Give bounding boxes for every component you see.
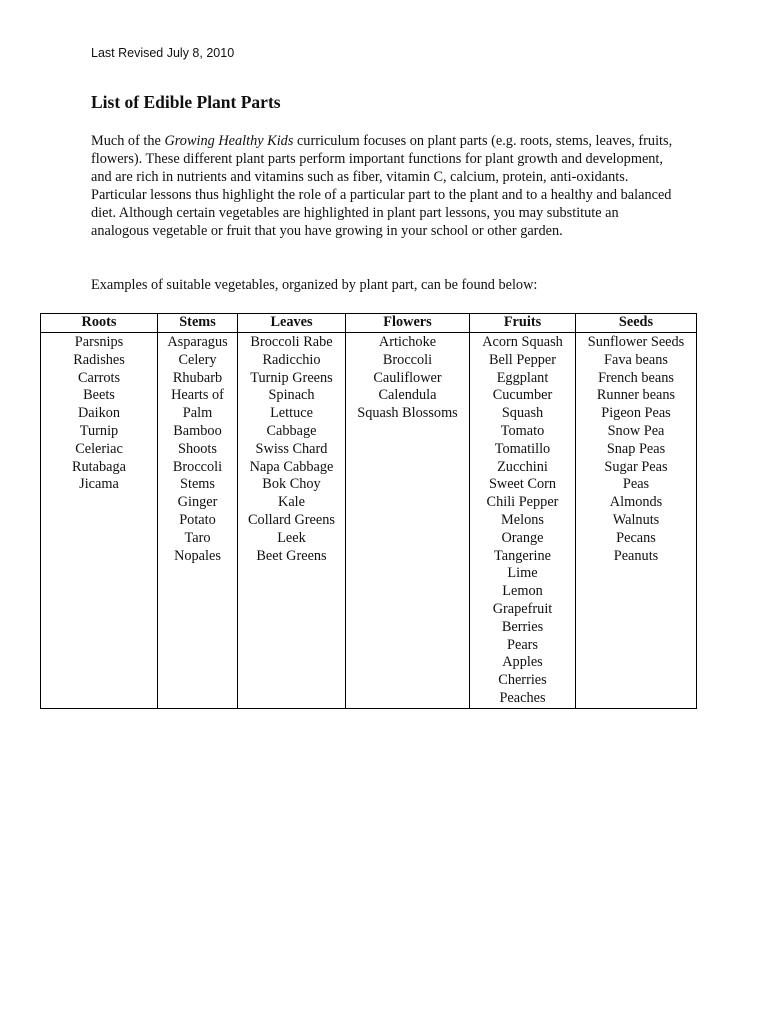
list-item: Palm xyxy=(182,405,213,422)
roots-cell xyxy=(41,333,158,709)
list-item: Cauliflower xyxy=(373,369,442,386)
list-item: Sugar Peas xyxy=(604,458,668,475)
seeds-cell xyxy=(576,333,697,709)
table-body-row xyxy=(41,333,697,709)
list-item: Walnuts xyxy=(612,511,660,528)
list-item: Lime xyxy=(507,565,538,582)
list-item: Kale xyxy=(278,494,305,511)
list-item: Cabbage xyxy=(266,422,317,439)
list-item: Artichoke xyxy=(378,334,437,350)
list-item: Celery xyxy=(178,351,217,368)
intro-text-start: Much of the xyxy=(91,133,165,149)
list-item: Peas xyxy=(622,476,650,493)
list-item: Leek xyxy=(277,529,306,546)
list-item: Sunflower Seeds xyxy=(587,334,685,350)
revision-date: Last Revised July 8, 2010 xyxy=(91,46,235,60)
list-item: Pears xyxy=(507,636,538,653)
list-item: Melons xyxy=(501,511,544,528)
list-item: Fava beans xyxy=(604,351,668,368)
list-item: Peanuts xyxy=(613,547,659,564)
list-item: Snow Pea xyxy=(607,422,665,439)
list-item: Pecans xyxy=(616,529,656,546)
list-item: Ginger xyxy=(177,494,218,511)
column-header-stems: Stems xyxy=(158,314,238,333)
list-item: Shoots xyxy=(178,440,217,457)
list-item: Apples xyxy=(502,654,543,671)
list-item: Jicama xyxy=(79,476,119,493)
column-header-flowers: Flowers xyxy=(346,314,470,333)
list-item: Bok Choy xyxy=(262,476,321,493)
column-header-roots: Roots xyxy=(41,314,158,333)
flowers-cell xyxy=(346,333,470,709)
fruits-cell xyxy=(470,333,576,709)
table-header-row xyxy=(41,314,697,333)
intro-text-rest: curriculum focuses on plant parts (e.g. roots, stems, leaves, fruits, flowers). These different plant parts perform important functions for plant growth and development, and are rich in nutrients and vitamins such as fiber, vitamin C, calcium, protein, anti-oxidants. Particular lessons thus highlight the role of a particular part to the plant and to a healthy and balanced diet. Although certain vegetables are highlighted in plant part lessons, you may substitute an analogous vegetable or fruit that you have growing in your school or other garden. xyxy=(91,133,673,239)
list-item: Cherries xyxy=(498,672,547,689)
column-header-fruits: Fruits xyxy=(470,314,576,333)
list-item: Calendula xyxy=(378,387,437,404)
list-item: Tomato xyxy=(500,422,545,439)
list-item: Stems xyxy=(180,476,215,493)
list-item: Swiss Chard xyxy=(255,440,328,457)
list-item: Asparagus xyxy=(167,334,228,350)
plant-parts-table xyxy=(40,313,697,709)
list-item: Beets xyxy=(83,387,115,404)
list-item: Collard Greens xyxy=(248,511,335,528)
list-item: Turnip xyxy=(79,422,119,439)
stems-cell xyxy=(158,333,238,709)
list-item: Berries xyxy=(501,618,544,635)
column-header-seeds: Seeds xyxy=(576,314,697,333)
list-item: Zucchini xyxy=(497,458,548,475)
list-item: Broccoli Rabe xyxy=(250,334,333,350)
list-item: Potato xyxy=(179,511,216,528)
list-item: Squash Blossoms xyxy=(357,405,458,422)
list-item: French beans xyxy=(598,369,674,386)
list-item: Napa Cabbage xyxy=(249,458,334,475)
list-item: Radishes xyxy=(73,351,125,368)
list-item: Snap Peas xyxy=(606,440,666,457)
list-item: Lemon xyxy=(502,583,543,600)
list-item: Hearts of xyxy=(171,387,224,404)
list-item: Squash xyxy=(501,405,544,422)
list-item: Bell Pepper xyxy=(488,351,557,368)
list-item: Tangerine xyxy=(494,547,551,564)
list-item: Lettuce xyxy=(270,405,313,422)
list-item: Parsnips xyxy=(74,334,124,350)
examples-paragraph: Examples of suitable vegetables, organized by plant part, can be found below: xyxy=(91,277,538,293)
leaves-cell xyxy=(238,333,346,709)
list-item: Radicchio xyxy=(262,351,321,368)
list-item: Bamboo xyxy=(173,422,222,439)
list-item: Chili Pepper xyxy=(486,494,559,511)
list-item: Cucumber xyxy=(492,387,553,404)
list-item: Carrots xyxy=(77,369,121,386)
list-item: Beet Greens xyxy=(256,547,327,564)
list-item: Runner beans xyxy=(596,387,676,404)
list-item: Grapefruit xyxy=(492,600,553,617)
list-item: Orange xyxy=(501,529,544,546)
list-item: Daikon xyxy=(77,405,121,422)
list-item: Almonds xyxy=(609,494,663,511)
list-item: Celeriac xyxy=(75,440,123,457)
page-title: List of Edible Plant Parts xyxy=(91,92,281,112)
list-item: Rutabaga xyxy=(72,458,126,475)
list-item: Sweet Corn xyxy=(488,476,557,493)
list-item: Acorn Squash xyxy=(482,334,563,350)
list-item: Peaches xyxy=(499,689,546,706)
curriculum-name: Growing Healthy Kids xyxy=(164,133,294,149)
list-item: Pigeon Peas xyxy=(601,405,671,422)
column-header-leaves: Leaves xyxy=(238,314,346,333)
list-item: Broccoli xyxy=(172,458,223,475)
list-item: Broccoli xyxy=(382,351,433,368)
list-item: Rhubarb xyxy=(172,369,223,386)
intro-paragraph xyxy=(91,133,677,240)
list-item: Tomatillo xyxy=(494,440,551,457)
list-item: Taro xyxy=(184,529,211,546)
list-item: Turnip Greens xyxy=(250,369,333,386)
list-item: Nopales xyxy=(174,547,221,564)
list-item: Spinach xyxy=(268,387,315,404)
list-item: Eggplant xyxy=(496,369,549,386)
